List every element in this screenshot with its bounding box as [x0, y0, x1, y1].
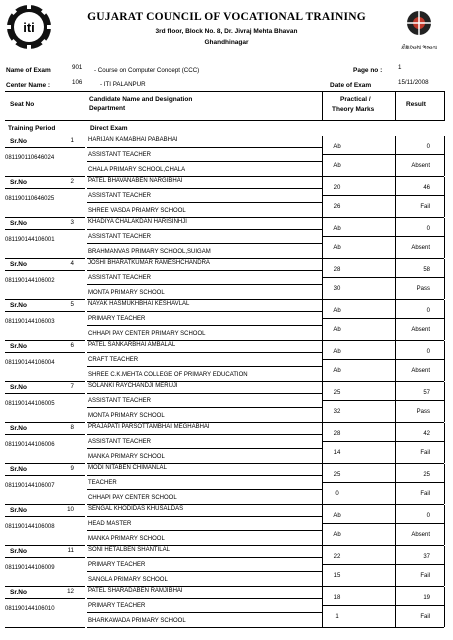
practical-marks: Ab	[333, 226, 341, 232]
rule	[322, 505, 323, 545]
exam-date: 15/11/2008	[398, 79, 429, 86]
candidate-department: SANGLA PRIMARY SCHOOL	[88, 577, 168, 583]
practical-marks: Ab	[333, 144, 341, 150]
rule	[444, 423, 445, 463]
rule	[322, 136, 323, 176]
sr-number: 10	[67, 506, 74, 513]
rule	[444, 587, 445, 627]
council-title: GUJARAT COUNCIL OF VOCATIONAL TRAINING	[87, 11, 366, 23]
theory-marks: Ab	[333, 245, 341, 251]
candidate-name: KHADIYA CHALAKDAN HARISINHJI	[88, 219, 187, 225]
header-divider-1	[322, 91, 323, 120]
rule	[322, 482, 444, 483]
sr-label: Sr.No	[10, 261, 27, 268]
candidate-department: SHREE VASDA PRIAMRY SCHOOL	[88, 208, 186, 214]
result-record	[0, 464, 453, 504]
candidate-designation: ASSISTANT TEACHER	[88, 193, 152, 199]
rule	[87, 530, 322, 531]
rule	[322, 177, 323, 217]
practical-total: 0	[426, 226, 430, 232]
practical-total: 19	[423, 595, 430, 601]
rule	[444, 382, 445, 422]
candidate-designation: ASSISTANT TEACHER	[88, 234, 152, 240]
seat-number: 081190110646024	[5, 155, 55, 161]
seat-number: 081190144106004	[5, 360, 55, 366]
theory-marks: 15	[333, 573, 341, 579]
seat-number: 081190144106002	[5, 278, 55, 284]
rule	[5, 598, 85, 599]
practical-total: 0	[426, 308, 430, 314]
result-record	[0, 341, 453, 381]
seat-number: 081190144106006	[5, 442, 55, 448]
result-status: Pass	[416, 286, 430, 292]
rule	[444, 218, 445, 258]
result-status: Fail	[420, 450, 430, 456]
candidate-designation: PRIMARY TEACHER	[88, 603, 146, 609]
sr-number: 2	[70, 178, 74, 185]
rule	[322, 341, 323, 381]
theory-marks: 30	[333, 286, 341, 292]
rule	[322, 400, 444, 401]
rule	[5, 516, 85, 517]
result-status: Fail	[420, 204, 430, 210]
practical-total: 0	[426, 349, 430, 355]
practical-total: 0	[426, 144, 430, 150]
rule	[5, 188, 85, 189]
rule	[87, 448, 322, 449]
seat-number: 081190110646025	[5, 196, 55, 202]
rule	[444, 505, 445, 545]
candidate-name: MODI NITABEN CHIMANLAL	[88, 465, 167, 471]
candidate-name: NAYAK HASMUKHBHAI KESHAVLAL	[88, 301, 190, 307]
rule	[322, 546, 323, 586]
sr-label: Sr.No	[10, 425, 27, 432]
rule	[5, 475, 85, 476]
address: 3rd floor, Block No. 8, Dr. Jivraj Mehta Bhavan	[155, 28, 298, 35]
rule	[322, 523, 444, 524]
rule	[87, 598, 322, 599]
practical-total: 42	[423, 431, 430, 437]
candidate-designation: ASSISTANT TEACHER	[88, 152, 152, 158]
rule	[444, 341, 445, 381]
rule	[5, 229, 85, 230]
candidate-department: MANKA PRIMARY SCHOOL	[88, 454, 165, 460]
rule	[322, 195, 444, 196]
candidate-name: HARIJAN KAMABHAI PABABHAI	[88, 137, 178, 143]
candidate-name: PRAJAPATI PARSOTTAMBHAI MEGHABHAI	[88, 424, 210, 430]
rule	[444, 300, 445, 340]
practical-marks: 28	[333, 267, 341, 273]
rule	[87, 270, 322, 271]
result-status: Fail	[420, 614, 430, 620]
practical-marks: Ab	[333, 349, 341, 355]
practical-marks: 28	[333, 431, 341, 437]
page-label: Page no :	[353, 67, 383, 74]
rule	[5, 147, 85, 148]
candidate-department: BHARKAWADA PRIMARY SCHOOL	[88, 618, 186, 624]
rule	[5, 311, 85, 312]
theory-marks: 14	[333, 450, 341, 456]
col-department: Department	[89, 105, 126, 112]
page-number: 1	[398, 64, 402, 71]
sr-number: 1	[70, 137, 74, 144]
result-record	[0, 177, 453, 217]
result-record	[0, 259, 453, 299]
rule	[395, 423, 396, 463]
svg-text:iti: iti	[23, 20, 35, 35]
practical-total: 57	[423, 390, 430, 396]
rule	[87, 393, 322, 394]
result-status: Fail	[420, 491, 430, 497]
theory-marks: 26	[333, 204, 341, 210]
sr-label: Sr.No	[10, 466, 27, 473]
rule	[322, 218, 323, 258]
sr-label: Sr.No	[10, 507, 27, 514]
direct-exam-label: Direct Exam	[90, 125, 128, 132]
practical-total: 58	[423, 267, 430, 273]
practical-marks: 20	[333, 185, 341, 191]
rule	[322, 236, 444, 237]
seat-number: 081190144106003	[5, 319, 55, 325]
rule	[87, 612, 322, 613]
rule	[87, 161, 322, 162]
rule	[322, 423, 323, 463]
result-record	[0, 546, 453, 586]
rule	[322, 587, 323, 627]
col-seat-no: Seat No	[10, 101, 35, 108]
center-code: 106	[72, 79, 83, 86]
rule	[87, 311, 322, 312]
sr-number: 4	[70, 260, 74, 267]
rule	[322, 564, 444, 565]
seat-number: 081190144106010	[5, 606, 55, 612]
practical-total: 37	[423, 554, 430, 560]
col-result: Result	[406, 101, 426, 108]
candidate-name: SOLANKI RAYCHANDJI MERUJI	[88, 383, 178, 389]
rule	[87, 627, 322, 628]
exam-code: 901	[72, 64, 83, 71]
rule	[87, 571, 322, 572]
rule	[395, 218, 396, 258]
city: Ghandhinagar	[204, 39, 249, 46]
rule	[444, 259, 445, 299]
rule	[322, 359, 444, 360]
candidate-name: SONI HETALBEN SHANTILAL	[88, 547, 170, 553]
practical-total: 0	[426, 513, 430, 519]
rule	[87, 475, 322, 476]
candidate-designation: TEACHER	[88, 480, 117, 486]
candidate-designation: ASSISTANT TEACHER	[88, 398, 152, 404]
rule	[5, 434, 85, 435]
sr-label: Sr.No	[10, 138, 27, 145]
candidate-department: MANKA PRIMARY SCHOOL	[88, 536, 165, 542]
rule	[322, 605, 444, 606]
result-status: Absent	[411, 327, 430, 333]
practical-marks: Ab	[333, 513, 341, 519]
practical-total: 46	[423, 185, 430, 191]
rule	[322, 154, 444, 155]
col-practical: Practical /	[340, 96, 371, 103]
rule	[322, 259, 323, 299]
practical-marks: 25	[333, 390, 341, 396]
sr-number: 11	[67, 547, 74, 554]
candidate-name: PATEL SANKARBHAI AMBALAL	[88, 342, 176, 348]
result-record	[0, 587, 453, 627]
result-status: Fail	[420, 573, 430, 579]
theory-marks: Ab	[333, 532, 341, 538]
result-status: Pass	[416, 409, 430, 415]
rule	[322, 277, 444, 278]
rule	[87, 202, 322, 203]
rule	[87, 434, 322, 435]
rule	[395, 341, 396, 381]
rule	[5, 557, 85, 558]
rule	[444, 177, 445, 217]
theory-marks: 1	[335, 614, 339, 620]
sr-number: 6	[70, 342, 74, 349]
result-status: Absent	[411, 368, 430, 374]
theory-marks: Ab	[333, 327, 341, 333]
rule	[444, 136, 445, 176]
rule	[87, 516, 322, 517]
rule	[87, 325, 322, 326]
candidate-department: BRAHMANVAS PRIMARY SCHOOL,SUIGAM	[88, 249, 211, 255]
candidate-department: CHHAPI PAY CENTER SCHOOL	[88, 495, 177, 501]
sr-number: 3	[70, 219, 74, 226]
rule	[395, 587, 396, 627]
rule	[5, 627, 85, 628]
candidate-designation: CRAFT TEACHER	[88, 357, 139, 363]
rule	[395, 546, 396, 586]
result-record	[0, 423, 453, 463]
logo-caption: કૌશલ્યમાં ભવ્યતા	[400, 45, 438, 51]
result-record	[0, 218, 453, 258]
col-candidate: Candidate Name and Designation	[89, 96, 193, 103]
rule	[87, 352, 322, 353]
header-bottom-rule	[5, 120, 445, 121]
rule	[322, 300, 323, 340]
result-status: Absent	[411, 163, 430, 169]
theory-marks: Ab	[333, 163, 341, 169]
rule	[322, 441, 444, 442]
rule	[87, 284, 322, 285]
sr-label: Sr.No	[10, 302, 27, 309]
result-record	[0, 505, 453, 545]
seat-number: 081190144106007	[5, 483, 55, 489]
theory-marks: 32	[333, 409, 341, 415]
rule	[322, 627, 444, 628]
rule	[395, 464, 396, 504]
header-divider-2	[395, 91, 396, 120]
candidate-department: CHHAPI PAY CENTER PRIMARY SCHOOL	[88, 331, 206, 337]
candidate-designation: PRIMARY TEACHER	[88, 562, 146, 568]
rule	[444, 464, 445, 504]
header-top-rule	[5, 91, 445, 92]
theory-marks: 0	[335, 491, 339, 497]
rule	[87, 366, 322, 367]
result-status: Absent	[411, 532, 430, 538]
candidate-name: PATEL BHAVANABEN NARGIBHAI	[88, 178, 183, 184]
rule	[5, 393, 85, 394]
seat-number: 081190144106009	[5, 565, 55, 571]
rule	[395, 259, 396, 299]
rule	[395, 505, 396, 545]
exam-name: - Course on Computer Concept (CCC)	[94, 67, 200, 74]
rule	[322, 318, 444, 319]
seat-number: 081190144106005	[5, 401, 55, 407]
candidate-name: PATEL SHARADABEN RAMJIBHAI	[88, 588, 183, 594]
rule	[87, 489, 322, 490]
sr-number: 5	[70, 301, 74, 308]
theory-marks: Ab	[333, 368, 341, 374]
rule	[395, 177, 396, 217]
sr-number: 12	[67, 588, 74, 595]
sr-number: 8	[70, 424, 74, 431]
rule	[87, 188, 322, 189]
candidate-designation: HEAD MASTER	[88, 521, 132, 527]
exam-label: Name of Exam	[6, 67, 51, 74]
sr-number: 7	[70, 383, 74, 390]
practical-marks: Ab	[333, 308, 341, 314]
rule	[322, 464, 323, 504]
candidate-department: SHREE C.K.MEHTA COLLEGE OF PRIMARY EDUCATION	[88, 372, 248, 378]
practical-total: 25	[423, 472, 430, 478]
rule	[5, 352, 85, 353]
result-record	[0, 300, 453, 340]
sr-label: Sr.No	[10, 384, 27, 391]
practical-marks: 25	[333, 472, 341, 478]
rule	[395, 382, 396, 422]
rule	[395, 300, 396, 340]
rule	[444, 546, 445, 586]
practical-marks: 22	[333, 554, 341, 560]
header-divider-3	[444, 91, 445, 120]
result-status: Absent	[411, 245, 430, 251]
candidate-designation: PRIMARY TEACHER	[88, 316, 146, 322]
seat-number: 081190144106008	[5, 524, 55, 530]
sr-label: Sr.No	[10, 220, 27, 227]
rule	[87, 147, 322, 148]
center-name: - ITI PALANPUR	[100, 81, 146, 88]
rule	[395, 136, 396, 176]
sr-label: Sr.No	[10, 179, 27, 186]
col-theory-marks: Theory Marks	[332, 106, 375, 113]
practical-marks: 18	[333, 595, 341, 601]
candidate-name: JOSHI BHARATKUMAR RAMESHCHANDRA	[88, 260, 210, 266]
sr-number: 9	[70, 465, 74, 472]
rule	[87, 557, 322, 558]
training-period-label: Training Period	[8, 125, 56, 132]
sr-label: Sr.No	[10, 589, 27, 596]
candidate-department: CHALA PRIMARY SCHOOL,CHALA	[88, 167, 186, 173]
sr-label: Sr.No	[10, 343, 27, 350]
rule	[322, 382, 323, 422]
center-label: Center Name :	[6, 82, 51, 89]
rule	[5, 270, 85, 271]
result-record	[0, 136, 453, 176]
date-label: Date of Exam	[330, 82, 372, 89]
rule	[87, 407, 322, 408]
candidate-designation: ASSISTANT TEACHER	[88, 275, 152, 281]
candidate-department: MONTA PRIMARY SCHOOL	[88, 290, 165, 296]
seat-number: 081190144106001	[5, 237, 55, 243]
result-record	[0, 382, 453, 422]
sr-label: Sr.No	[10, 548, 27, 555]
rule	[87, 229, 322, 230]
candidate-designation: ASSISTANT TEACHER	[88, 439, 152, 445]
candidate-department: MONTA PRIMARY SCHOOL	[88, 413, 165, 419]
rule	[87, 243, 322, 244]
candidate-name: SENGAL KHODIDAS KHUSALDAS	[88, 506, 184, 512]
